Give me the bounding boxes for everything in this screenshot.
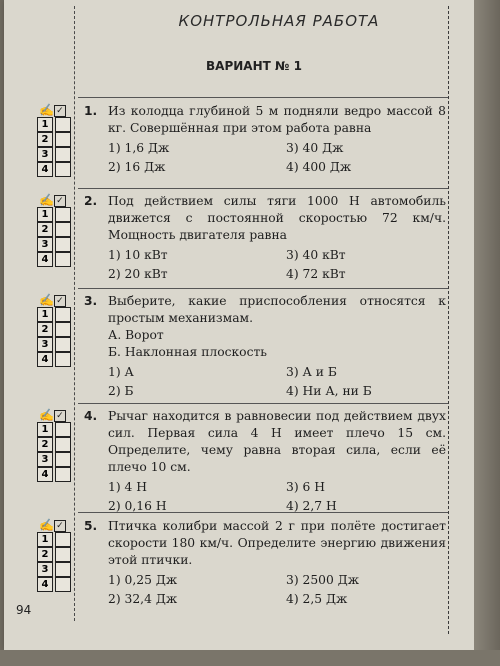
question-text: Птичка колибри массой 2 г при полёте достигает скорости 180 км/ч. Определите энергию движения этой птички. bbox=[108, 519, 446, 567]
answer-checkbox[interactable] bbox=[55, 307, 71, 322]
question-text: Рычаг находится в равновесии под действием двух сил. Первая сила 4 Н имеет плечо 15 см. Определите, чему равна вторая сила, если её плечо 10 см. bbox=[108, 409, 446, 474]
question-1 bbox=[84, 103, 446, 176]
question-number: 1. bbox=[84, 104, 98, 118]
question-number: 3. bbox=[84, 294, 98, 308]
variant-heading: ВАРИАНТ № 1 bbox=[206, 59, 302, 73]
pen-icon: ✍ ✓ bbox=[39, 193, 75, 207]
answer-options bbox=[108, 247, 446, 283]
check-icon: ✓ bbox=[54, 295, 66, 307]
answer-checkbox[interactable] bbox=[55, 117, 71, 132]
option: 4) 2,7 Н bbox=[286, 499, 337, 513]
answer-checkbox[interactable] bbox=[55, 132, 71, 147]
option: 3) 40 кВт bbox=[286, 248, 346, 262]
check-icon: ✓ bbox=[54, 195, 66, 207]
answer-checkbox[interactable] bbox=[55, 562, 71, 577]
separator bbox=[78, 403, 448, 404]
answer-grid-q2: ✍ ✓ 1 2 3 4 bbox=[37, 193, 75, 267]
pen-icon: ✍ ✓ bbox=[39, 293, 75, 307]
separator bbox=[78, 188, 448, 189]
option: 4) Ни А, ни Б bbox=[286, 384, 372, 398]
option: 2) Б bbox=[108, 384, 134, 398]
answer-options bbox=[108, 572, 446, 608]
right-cut-line bbox=[448, 6, 449, 634]
answer-checkbox[interactable] bbox=[55, 467, 71, 482]
option: 3) 40 Дж bbox=[286, 141, 344, 155]
check-icon: ✓ bbox=[54, 410, 66, 422]
answer-checkbox[interactable] bbox=[55, 352, 71, 367]
option: 3) 2500 Дж bbox=[286, 573, 360, 587]
question-text: Выберите, какие приспособления относятся к простым механизмам. bbox=[108, 294, 446, 325]
check-icon: ✓ bbox=[54, 520, 66, 532]
choice-item: Б. Наклонная плоскость bbox=[108, 345, 267, 359]
option: 1) 1,6 Дж bbox=[108, 141, 170, 155]
pen-icon: ✍ ✓ bbox=[39, 408, 75, 422]
page-title: КОНТРОЛЬНАЯ РАБОТА bbox=[178, 12, 380, 30]
answer-grid-q4: ✍ ✓ 1 2 3 4 bbox=[37, 408, 75, 482]
answer-checkbox[interactable] bbox=[55, 422, 71, 437]
answer-checkbox[interactable] bbox=[55, 222, 71, 237]
option: 1) 4 Н bbox=[108, 480, 147, 494]
question-3 bbox=[84, 293, 446, 400]
option: 4) 2,5 Дж bbox=[286, 592, 348, 606]
question-number: 5. bbox=[84, 519, 98, 533]
question-4 bbox=[84, 408, 446, 515]
option: 4) 400 Дж bbox=[286, 160, 352, 174]
question-text: Из колодца глубиной 5 м подняли ведро массой 8 кг. Совершённая при этом работа равна bbox=[108, 104, 446, 135]
answer-grid-q3: ✍ ✓ 1 2 3 4 bbox=[37, 293, 75, 367]
option: 1) 10 кВт bbox=[108, 248, 168, 262]
option: 2) 32,4 Дж bbox=[108, 592, 178, 606]
background-strip bbox=[0, 650, 500, 666]
answer-checkbox[interactable] bbox=[55, 322, 71, 337]
answer-checkbox[interactable] bbox=[55, 237, 71, 252]
pen-icon: ✍ ✓ bbox=[39, 103, 75, 117]
answer-grid-q5: ✍ ✓ 1 2 3 4 bbox=[37, 518, 75, 592]
option: 1) 0,25 Дж bbox=[108, 573, 178, 587]
option: 2) 0,16 Н bbox=[108, 499, 167, 513]
answer-checkbox[interactable] bbox=[55, 437, 71, 452]
answer-checkbox[interactable] bbox=[55, 252, 71, 267]
check-icon: ✓ bbox=[54, 105, 66, 117]
pen-icon: ✍ ✓ bbox=[39, 518, 75, 532]
question-number: 4. bbox=[84, 409, 98, 423]
option: 1) А bbox=[108, 365, 134, 379]
option: 3) А и Б bbox=[286, 365, 337, 379]
answer-checkbox[interactable] bbox=[55, 337, 71, 352]
answer-checkbox[interactable] bbox=[55, 452, 71, 467]
answer-options bbox=[108, 364, 446, 400]
page-number: 94 bbox=[16, 603, 32, 617]
answer-options bbox=[108, 479, 446, 515]
option: 4) 72 кВт bbox=[286, 267, 346, 281]
answer-checkbox[interactable] bbox=[55, 577, 71, 592]
answer-checkbox[interactable] bbox=[55, 547, 71, 562]
question-2 bbox=[84, 193, 446, 283]
answer-checkbox[interactable] bbox=[55, 207, 71, 222]
answer-options bbox=[108, 140, 446, 176]
choice-item: А. Ворот bbox=[108, 328, 164, 342]
option: 2) 20 кВт bbox=[108, 267, 168, 281]
option: 3) 6 Н bbox=[286, 480, 325, 494]
separator bbox=[78, 97, 448, 98]
answer-grid-q1: ✍ ✓ 1 2 3 4 bbox=[37, 103, 75, 177]
option: 2) 16 Дж bbox=[108, 160, 166, 174]
separator bbox=[78, 288, 448, 289]
page-edge bbox=[474, 0, 500, 666]
question-text: Под действием силы тяги 1000 Н автомобиль движется с постоянной скоростью 72 км/ч. Мощность двигателя равна bbox=[108, 194, 446, 242]
textbook-page bbox=[4, 0, 474, 650]
question-number: 2. bbox=[84, 194, 98, 208]
answer-checkbox[interactable] bbox=[55, 162, 71, 177]
question-5 bbox=[84, 518, 446, 608]
answer-checkbox[interactable] bbox=[55, 532, 71, 547]
answer-checkbox[interactable] bbox=[55, 147, 71, 162]
